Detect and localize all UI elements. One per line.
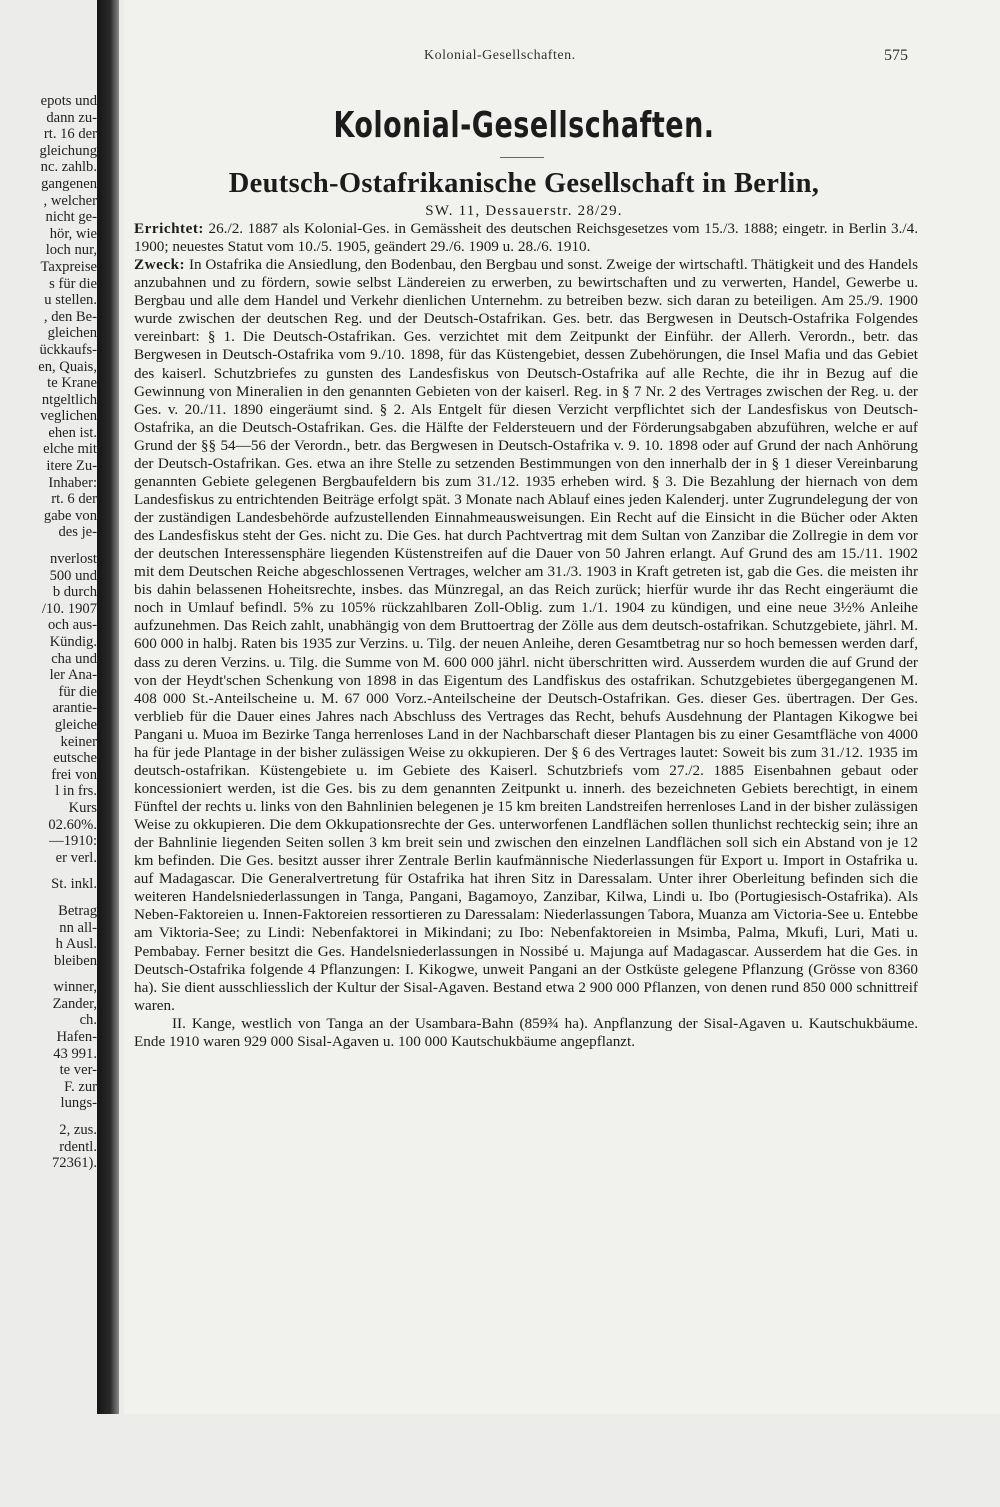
- left-column-line: gleichung: [39, 142, 97, 159]
- left-column-line: och aus-: [47, 617, 97, 634]
- left-column-line: rdentl.: [59, 1138, 97, 1155]
- left-column-line: s für die: [49, 275, 97, 292]
- left-column-line: nverlost: [49, 551, 97, 568]
- left-column-line: en, Quais,: [38, 358, 97, 375]
- left-column-line: eutsche: [53, 750, 97, 767]
- left-column-line: bleiben: [54, 952, 97, 969]
- left-column-line: ückkaufs-: [39, 341, 97, 358]
- book-gutter: [97, 0, 119, 1414]
- article-body: [134, 220, 918, 1051]
- left-column-line: 02.60%.: [48, 816, 97, 833]
- paragraph-zweck: [134, 256, 918, 1015]
- left-column-line: ehen ist.: [48, 424, 97, 441]
- page-number: 575: [884, 47, 908, 64]
- company-address: SW. 11, Dessauerstr. 28/29.: [425, 203, 623, 219]
- paragraph-errichtet: [134, 220, 918, 256]
- left-column-line: 2, zus.: [59, 1122, 97, 1139]
- company-title: Deutsch-Ostafrikanische Gesellschaft in Berlin,: [228, 168, 820, 199]
- left-column-line: 72361).: [52, 1155, 97, 1172]
- left-column-line: /10. 1907: [41, 600, 97, 617]
- title-divider: [500, 157, 544, 158]
- left-column-line: lungs-: [60, 1095, 97, 1112]
- paragraph-kange: II. Kange, westlich von Tanga an der Usambara-Bahn (859¾ ha). Anpflanzung der Sisal-Agaven u. Kautschukbäume. Ende 1910 waren 929 000 Sisal-Agaven u. 100 000 Kautschukbäume angepflanzt.: [134, 1014, 918, 1050]
- left-column-line: loch nur,: [45, 242, 97, 259]
- left-column-line: Kündig.: [49, 634, 97, 650]
- left-column-line: rt. 6 der: [51, 491, 97, 508]
- left-column-line: dann zu-: [46, 109, 97, 126]
- left-column-line: [0, 541, 97, 551]
- left-column-line: , den Be-: [43, 308, 97, 325]
- left-column-line: Hafen-: [56, 1029, 97, 1046]
- errichtet-text: 26./2. 1887 als Kolonial-Ges. in Gemässheit des deutschen Reichsgesetzes vom 15./3. 1888; eingetr. in Berlin 3./4. 1900; neuestes Statut vom 10./5. 1905, geändert 29./6. 1909 u. 28./6. 1910.: [134, 220, 918, 256]
- left-column-line: [0, 866, 97, 876]
- left-column-line: gangenen: [41, 175, 97, 192]
- left-column-line: rt. 16 der: [43, 126, 97, 143]
- errichtet-label: Errichtet:: [134, 220, 204, 237]
- left-column-line: epots und: [40, 93, 97, 109]
- left-column-line: keiner: [60, 733, 97, 750]
- left-column-line: Kurs: [68, 799, 97, 816]
- left-column-line: für die: [58, 683, 97, 700]
- left-column-line: des je-: [58, 524, 97, 541]
- zweck-label: Zweck:: [134, 256, 186, 274]
- left-column-line: Taxpreise: [40, 258, 97, 275]
- left-column-line: F. zur: [64, 1078, 97, 1095]
- left-column-line: hör, wie: [49, 225, 97, 242]
- left-column-line: cha und: [51, 650, 97, 667]
- left-column-line: ntgeltlich: [41, 391, 97, 408]
- left-column-line: gleiche: [54, 716, 97, 733]
- left-column-line: te ver-: [59, 1062, 97, 1079]
- left-column-line: itere Zu-: [46, 458, 97, 475]
- zweck-text: In Ostafrika die Ansiedlung, den Bodenbau, den Bergbau und sonst. Zweige der wirtschaftl. Thätigkeit und des Handels anzubahnen und zu fördern, sowie selbst Ländereien zu erwerben, zu bewirtschaften und zu verwerten, Handel, Gewerbe u. Bergbau und alle dem Handel und Verkehr dienlichen Unternehm. zu betreiben bezw. sich daran zu beteiligen. Am 25./9. 1900 wurde zwischen der deutschen Reg. und der Deutsch-Ostafrikan. Ges. betr. das Bergwesen in Deutsch-Ostafrika Folgendes vereinbart: § 1. Die Deutsch-Ostafrikan. Ges. verzichtet mit dem Zeitpunkt der Einführ. der Allerh. Verordn., betr. das Bergwesen in Deutsch-Ostafrika vom 9./10. 1898, für das Küstengebiet, dessen Zubehörungen, die Insel Mafia und das Gebiet des kaiserl. Schutzbriefes zu gunsten des Landesfiskus von Deutsch-Ostafrika auf alle Rechte, die ihr in Bezug auf die Gewinnung von Mineralien in den genannten Gebieten von der kaiserl. Reg. in § 7 Nr. 2 des Vertrages zwischen der Reg. u. der Ges. v. 20./11. 1890 eingeräumt sind. § 2. Als Entgelt für diesen Verzicht verpflichtet sich der Landesfiskus von Deutsch-Ostafrika, an die Deutsch-Ostafrikan. Ges. die Hälfte der Feldersteuern und der Förderungsabgaben abzuführen, welche er auf Grund der §§ 54—56 der Verordn., betr. das Bergwesen in Deutsch-Ostafrika v. 9. 10. 1898 oder auf Grund der nach Anhörung der Deutsch-Ostafrikan. Ges. etwa an ihre Stelle zu setzenden Bestimmungen von den innerhalb der in § 1 dieser Vereinbarung genannten Gebiete gelegenen Bergbaufeldern bis zum 31./12. 1935 erheben wird. § 3. Die Bezahlung der hiernach von dem Landesfiskus zu entrichtenden Beiträge erfolgt spät. 3 Monate nach Ablauf eines jeden Kalenderj. unter Zugrundelegung der von der zuständigen Landesbehörde aufzustellenden Einnahmeausweisungen. Ein Recht auf die Einsicht in die Bücher oder Akten des Landesfiskus steht der Ges. nicht zu. Die Ges. hat durch Pachtvertrag mit dem Sultan von Zanzibar die Zollregie in dem vor der deutschen Interessensphäre liegenden Küstenstreifen auf die Dauer von 50 Jahren erlangt. Auf Grund des am 15./11. 1902 mit dem Deutschen Reiche abgeschlossenen Vertrages, welcher am 31./3. 1903 in Kraft getreten ist, gab die Ges. die meisten ihr bis dahin belassenen Hoheitsrechte, insbes. das Münzregal, an das Reich zurück; hierfür wurde ihr das Recht eingeräumt die noch in Umlauf befindl. 5% zu 105% rückzahlbaren Zoll-Oblig. zum 1./1. 1904 zu kündigen, und eine neue 3½% Anleihe aufzunehmen. Das Reich zahlt, unabhängig von dem Bruttoertrag der Zölle aus dem deutsch-ostafrikan. Schutzgebiete, jährl. M. 600 000 in halbj. Raten bis 1935 zur Verzins. u. Tilg. der neuen Anleihe, deren Gesamtbetrag nur so hoch bemessen werden darf, dass zu deren Verzins. u. Tilg. die Summe von M. 600 000 jährl. nicht überschritten wird. Ausserdem wurden die auf Grund der von der Heydt'schen Schenkung von 1898 in das Eigentum des Landfiskus des ostafrikan. Schutzgebietes übergegangenen M. 408 000 St.-Anteilscheine u. M. 67 000 Vorz.-Anteilscheine der Deutsch-Ostafrikan. Ges. dieser Ges. übertragen. Der Ges. verblieb für die Dauer eines Jahres nach Abschluss des Vertrages das Recht, behufs Ausdehnung der Plantagen Kikogwe bei Pangani u. Muoa im Bezirke Tanga herrenloses Land in der Nachbarschaft dieser Plantagen bis zu einer Gesamtfläche von 4000 ha für jede Plantage in der bisher zulässigen Weise zu okkupieren. Der § 6 des Vertrages lautet: Soweit bis zum 31./12. 1935 im deutsch-ostafrikan. Küstengebiete u. im Gebiete des Kaiserl. Schutzbriefs vom 27./2. 1885 Eisenbahnen gebaut oder koncessioniert werden, ist die Ges. bis zu dem genannten Zeitpunkt u. innerh. des bezeichneten Gebiets berechtigt, in einem Fünftel der rechts u. links von den Bahnlinien belegenen je 15 km breiten Landstreifen herrenloses Land in der bisher zulässigen Weise zu okkupieren. Die dem Okkupationsrechte der Ges. unterworfenen Landflächen sollen thunlichst rechteckig sein; ihre an der Bahnlinie liegenden Seiten sollen 3 km breit sein und zwischen den einzelnen Landflächen soll sich ein Abstand von je 12 km befinden. Die Ges. besitzt ausser ihrer Zentrale Berlin kaufmännische Niederlassungen für Export u. Import in Ostafrika u. auf Madagascar. Die Generalvertretung für Ostafrika hat ihren Sitz in Daressalam. Unter ihrer Oberleitung befinden sich die weiteren Handelsniederlassungen in Tanga, Pangani, Bagamoyo, Zanzibar, Kilwa, Lindi u. Ibo (Portugiesisch-Ostafrika). Als Neben-Faktoreien u. Innen-Faktoreien ressortieren zu Daressalam: Niederlassungen Tabora, Muanza am Victoria-See u. Entebbe am Viktoria-See; zu Lindi: Nebenfaktorei in Mikindani; zu Ibo: Nebenfaktoreien in Msimba, Palma, Mkufi, Luri, Mati u. Pembabay. Ferner besitzt die Ges. Handelsniederlassungen in Nossibé u. Majunga auf Madagascar. Ausserdem hat die Ges. in Deutsch-Ostafrika folgende 4 Pflanzungen: I. Kikogwe, unweit Pangani an der Ostküste gelegene Pflanzung (Grösse von 8360 ha). Sie dient ausschliesslich der Kultur der Sisal-Agaven. Bestand etwa 2 900 000 Pflanzen, von denen rund 850 000 schnittreif waren.: [134, 256, 918, 1014]
- left-column-line: nicht ge-: [45, 209, 97, 226]
- left-column-line: er verl.: [55, 849, 97, 866]
- left-column-line: 500 und: [49, 567, 97, 584]
- left-column-line: frei von: [51, 766, 97, 783]
- left-column-line: gabe von: [43, 507, 97, 524]
- left-column-line: h Ausl.: [55, 936, 97, 953]
- left-column-line: elche mit: [43, 441, 97, 458]
- left-column-line: [0, 1112, 97, 1122]
- left-column-line: veglichen: [40, 408, 97, 425]
- previous-page-column: [0, 0, 97, 1507]
- left-column-line: winner,: [53, 979, 97, 996]
- left-column-line: gleichen: [47, 325, 97, 342]
- left-column-line: te Krane: [47, 375, 97, 392]
- left-column-line: Zander,: [52, 995, 97, 1012]
- left-column-line: , welcher: [43, 192, 97, 209]
- left-column-line: l in frs.: [55, 783, 97, 800]
- left-column-line: nc. zahlb.: [40, 159, 97, 176]
- left-column-line: Betrag: [58, 902, 97, 919]
- left-column-line: b durch: [52, 584, 97, 601]
- left-column-line: [0, 893, 97, 903]
- left-column-line: [0, 969, 97, 979]
- page: [124, 0, 1000, 1414]
- left-column-line: 43 991.: [53, 1045, 97, 1062]
- left-column-line: St. inkl.: [51, 876, 97, 893]
- section-title: Kolonial-Gesellschaften.: [333, 104, 715, 147]
- left-column-line: arantie-: [52, 700, 97, 717]
- left-column-line: ch.: [79, 1012, 97, 1029]
- left-column-line: ler Ana-: [49, 667, 97, 684]
- left-column-line: —1910:: [49, 833, 97, 850]
- running-head: Kolonial-Gesellschaften.: [424, 48, 576, 63]
- left-column-line: nn all-: [59, 919, 97, 936]
- left-column-line: u stellen.: [44, 292, 97, 309]
- left-column-line: Inhaber:: [48, 474, 97, 491]
